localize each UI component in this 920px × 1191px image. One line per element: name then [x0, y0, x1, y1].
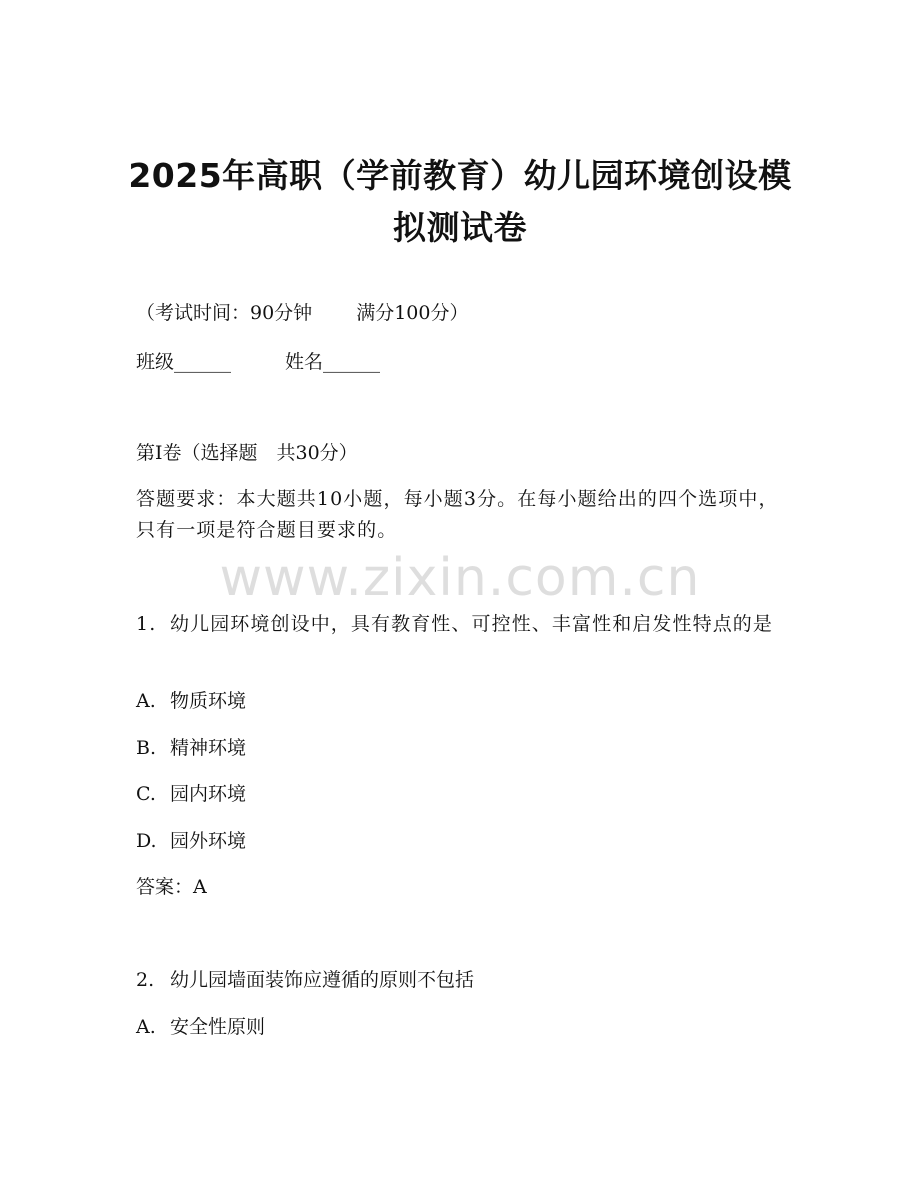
question-2-text: 幼儿园墙面装饰应遵循的原则不包括 [170, 969, 475, 991]
instructions: 答题要求：本大题共10小题，每小题3分。在每小题给出的四个选项中，只有一项是符合题目要求的。 [136, 488, 779, 541]
question-1-option-c [136, 779, 796, 809]
option-text: 园内环境 [170, 783, 247, 805]
option-letter: D. [136, 830, 157, 852]
question-1-option-d [136, 826, 796, 856]
question-1-number: 1. [136, 613, 157, 635]
question-1-option-a [136, 686, 796, 716]
student-fields [136, 347, 796, 377]
option-text: 安全性原则 [170, 1016, 266, 1038]
title-line-1: 2025年高职（学前教育）幼儿园环境创设模 [128, 156, 792, 195]
class-field: 班级______ [136, 351, 232, 373]
name-field: 姓名______ [285, 351, 381, 373]
exam-time: （考试时间：90分钟 [136, 302, 313, 324]
section-heading: 第I卷（选择题 共30分） [136, 442, 358, 464]
option-letter: B. [136, 737, 157, 759]
watermark: www.zixin.com.cn [219, 548, 701, 608]
option-letter: C. [136, 783, 156, 805]
option-text: 园外环境 [170, 830, 247, 852]
question-2 [136, 965, 796, 995]
question-1-text: 幼儿园环境创设中，具有教育性、可控性、丰富性和启发性特点的是 [170, 613, 774, 635]
option-letter: A. [136, 690, 156, 712]
question-1-option-b [136, 733, 796, 763]
option-letter: A. [136, 1016, 156, 1038]
question-1 [136, 609, 786, 640]
question-2-option-a [136, 1012, 796, 1042]
question-2-number: 2. [136, 969, 155, 991]
exam-score: 满分100分） [356, 302, 469, 324]
exam-info [136, 298, 796, 328]
question-1-answer: 答案：A [136, 876, 207, 898]
document-title [110, 150, 810, 254]
title-line-2: 拟测试卷 [393, 208, 527, 247]
option-text: 物质环境 [170, 690, 247, 712]
option-text: 精神环境 [170, 737, 247, 759]
